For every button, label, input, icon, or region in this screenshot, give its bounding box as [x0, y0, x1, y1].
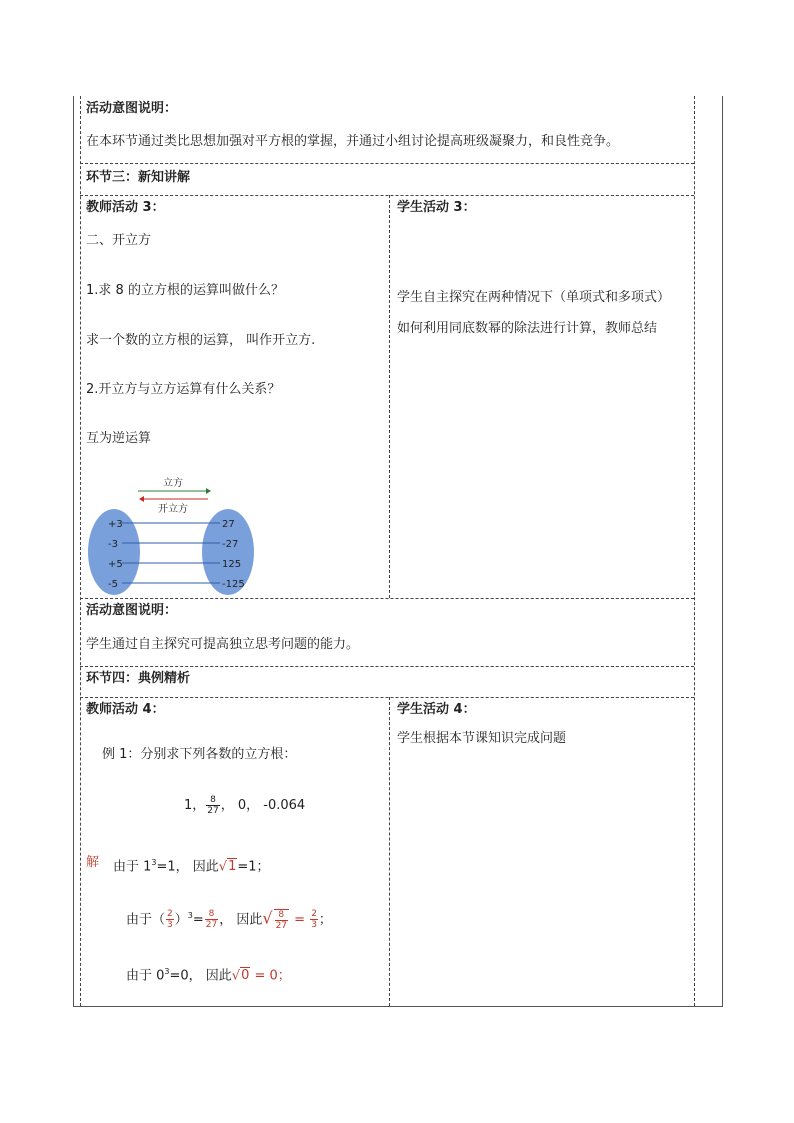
- solution-text: =0， 因此: [169, 968, 232, 984]
- fraction-numerator: 2: [167, 909, 173, 920]
- fraction-numerator: 8: [205, 909, 218, 920]
- solution-text: = 0；: [250, 968, 291, 984]
- intent-text-1: 在本环节通过类比思想加强对平方根的掌握，并通过小组讨论提高班级凝聚力，和良性竞争。: [86, 134, 620, 149]
- solution-label: 解: [86, 855, 100, 870]
- exponent: 3: [164, 967, 170, 976]
- intent-heading-1: 活动意图说明：: [86, 101, 178, 116]
- solution-line-3: [126, 963, 291, 985]
- solution-text: =: [192, 912, 204, 928]
- teacher-line: 求一个数的立方根的运算， 叫作开立方.: [86, 333, 316, 348]
- row-sep-2: [80, 195, 694, 196]
- solution-line-1: [113, 854, 270, 876]
- table-left-border: [73, 96, 74, 1006]
- fraction: [166, 909, 174, 930]
- fraction-numerator: 2: [311, 909, 317, 920]
- section-4-heading: 环节四：典例精析: [86, 671, 191, 686]
- fraction-denominator: 27: [275, 920, 288, 931]
- solution-text: =1；: [237, 859, 270, 875]
- teacher-activity-3-heading: 教师活动 3：: [86, 200, 165, 215]
- teacher-line: 二、开立方: [86, 233, 152, 248]
- example-title: 例 1：分别求下列各数的立方根：: [102, 747, 297, 762]
- col-sep-3: [389, 195, 390, 598]
- table-right-border: [722, 96, 723, 1006]
- fraction-denominator: 27: [205, 920, 218, 931]
- fraction: [310, 909, 318, 930]
- exponent: 3: [187, 911, 193, 920]
- row-sep-1: [80, 163, 694, 164]
- radical-icon: √: [218, 859, 228, 875]
- row-sep-4: [80, 666, 694, 667]
- mapping-svg: [84, 472, 260, 596]
- student-line: 如何利用同底数幂的除法进行计算，教师总结: [397, 321, 658, 336]
- teacher-line: 1.求 8 的立方根的运算叫做什么？: [86, 283, 284, 298]
- right-value: 27: [222, 519, 235, 530]
- left-value: +3: [108, 519, 123, 530]
- top-arrow-label: 立方: [163, 478, 183, 489]
- solution-text: =: [290, 912, 310, 928]
- student-activity-4-heading: 学生活动 4：: [397, 702, 476, 717]
- bottom-arrow-head: [139, 496, 144, 502]
- teacher-activity-4-heading: 教师活动 4：: [86, 702, 165, 717]
- remaining-numbers: ， 0， -0.064: [220, 798, 306, 813]
- solution-text: =1， 因此: [156, 859, 219, 875]
- solution-text: ， 因此: [219, 912, 263, 928]
- example-numbers: [184, 794, 305, 818]
- table-bottom-border: [73, 1006, 723, 1007]
- radicand: 0: [241, 968, 250, 984]
- top-arrow-head: [206, 488, 211, 494]
- solution-text: 由于 0: [126, 968, 165, 984]
- right-value: -125: [222, 579, 245, 590]
- cube-root-mapping-diagram: [84, 472, 260, 596]
- fraction-8-27: [206, 795, 219, 816]
- col-sep-4: [389, 697, 390, 1006]
- fraction-denominator: 3: [167, 920, 173, 931]
- intent-heading-3: 活动意图说明：: [86, 603, 178, 618]
- right-value: 125: [222, 559, 242, 570]
- fraction-denominator: 3: [311, 920, 317, 931]
- row-sep-3: [80, 598, 694, 599]
- fraction: [205, 909, 218, 930]
- solution-line-2: [126, 904, 332, 932]
- row-sep-5: [80, 697, 694, 698]
- radicand: 1: [228, 859, 237, 875]
- teacher-line: 2.开立方与立方运算有什么关系？: [86, 382, 281, 397]
- exponent: 3: [151, 858, 157, 867]
- section-3-heading: 环节三：新知讲解: [86, 170, 191, 185]
- left-value: +5: [108, 559, 123, 570]
- student-activity-3-heading: 学生活动 3：: [397, 200, 476, 215]
- left-value: -3: [108, 539, 118, 550]
- solution-text: 由于 1: [113, 859, 152, 875]
- fraction-denominator: 27: [207, 806, 219, 816]
- fraction: [274, 909, 289, 931]
- radical-icon: √: [231, 968, 241, 984]
- left-value: -5: [108, 579, 118, 590]
- number-one: 1，: [184, 798, 206, 813]
- bottom-arrow-label: 开立方: [158, 504, 188, 515]
- student-activity-4-text: 学生根据本节课知识完成问题: [397, 731, 567, 746]
- solution-text: ）: [174, 912, 188, 928]
- student-line: 学生自主探究在两种情况下（单项式和多项式）: [397, 290, 671, 305]
- solution-text: ；: [318, 912, 332, 928]
- solution-text: 由于（: [126, 912, 166, 928]
- teacher-line: 互为逆运算: [86, 431, 152, 446]
- right-value: -27: [222, 539, 239, 550]
- inner-left-border: [80, 96, 81, 1006]
- fraction-numerator: 8: [275, 910, 288, 921]
- intent-text-3: 学生通过自主探究可提高独立思考问题的能力。: [86, 637, 360, 652]
- radical-icon: √: [262, 908, 273, 928]
- fraction-numerator: 8: [206, 795, 219, 806]
- inner-right-border: [694, 96, 695, 1006]
